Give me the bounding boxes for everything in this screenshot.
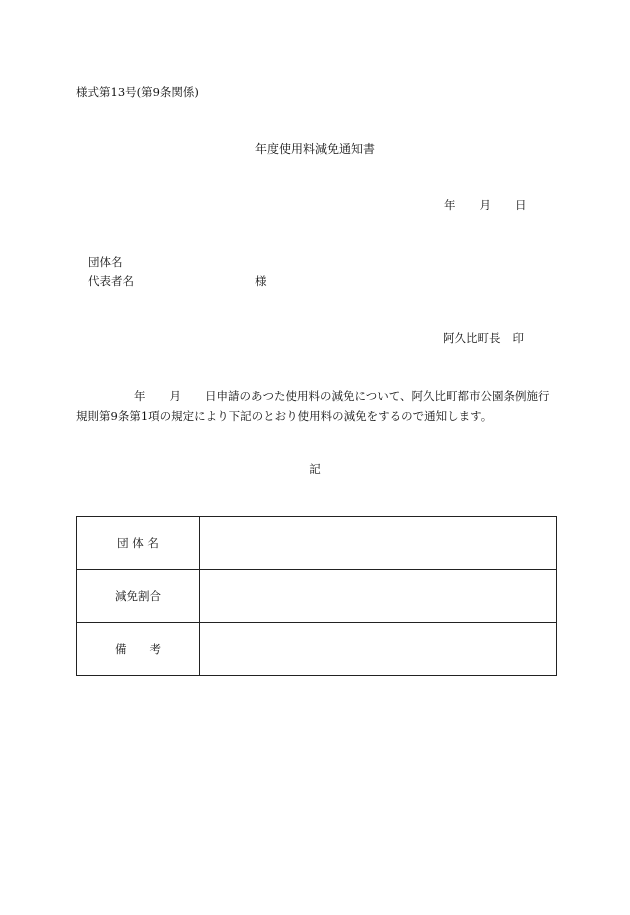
issuer-name: 阿久比町長 [443, 331, 501, 345]
ki-heading: 記 [309, 462, 321, 476]
issuer-line [443, 331, 524, 346]
body-month: 月 [169, 389, 181, 403]
recipient-org-label: 団体名 [88, 255, 123, 269]
body-year: 年 [134, 389, 146, 403]
row-value-org [200, 517, 557, 570]
table-row [77, 623, 557, 676]
date-day: 日 [515, 198, 527, 212]
date-line [444, 198, 527, 213]
document-title: 年度使用料減免通知書 [254, 142, 375, 156]
row-label-org: 団 体 名 [77, 517, 200, 570]
row-value-reduction-rate [200, 570, 557, 623]
row-label-remarks: 備 考 [77, 623, 200, 676]
form-number-label: 様式第13号(第9条関係) [76, 85, 199, 99]
notice-body [76, 386, 556, 426]
date-year: 年 [444, 198, 456, 212]
recipient-rep-label: 代表者名 [88, 274, 134, 288]
row-label-reduction-rate: 減免割合 [77, 570, 200, 623]
body-text: 日申請のあつた使用料の減免について、阿久比町都市公園条例施行規則第9条第1項の規定により下記のとおり使用料の減免をするので通知します。 [76, 389, 550, 423]
table-row [77, 570, 557, 623]
row-value-remarks [200, 623, 557, 676]
recipient-honorific: 様 [255, 274, 267, 288]
date-month: 月 [479, 198, 491, 212]
issuer-seal: 印 [512, 331, 524, 345]
table-row [77, 517, 557, 570]
detail-table [76, 516, 557, 676]
